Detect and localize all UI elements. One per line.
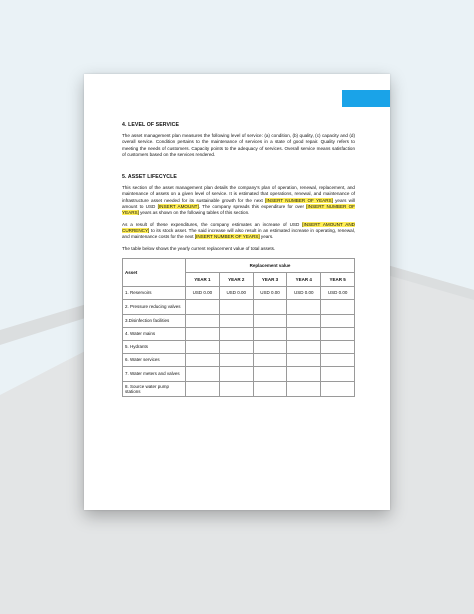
- replacement-value-table: [122, 258, 355, 397]
- value-cell: USD 0.00: [253, 286, 287, 299]
- value-cell: [219, 314, 253, 327]
- section-5-paragraph-3: The table below shows the yearly current replacement value of total assets.: [122, 245, 276, 251]
- asset-cell: 3.Disinfection facilities: [123, 314, 186, 327]
- asset-cell: 4. Water mains: [123, 327, 186, 340]
- placeholder-years: [INSERT NUMBER OF YEARS]: [194, 234, 260, 240]
- value-cell: [219, 381, 253, 396]
- value-cell: [186, 327, 220, 340]
- table-row: [123, 340, 355, 353]
- value-cell: [287, 381, 321, 396]
- table-row: [123, 366, 355, 381]
- value-cell: [287, 366, 321, 381]
- value-cell: USD 0.00: [186, 286, 220, 299]
- year-header: YEAR 4: [287, 272, 321, 286]
- value-cell: [287, 299, 321, 314]
- value-cell: [186, 314, 220, 327]
- table-row: [123, 327, 355, 340]
- value-cell: [287, 314, 321, 327]
- value-cell: [287, 340, 321, 353]
- value-cell: [321, 340, 355, 353]
- value-cell: [186, 340, 220, 353]
- value-cell: [186, 299, 220, 314]
- value-cell: [186, 366, 220, 381]
- asset-column-header: Asset: [123, 258, 186, 286]
- value-cell: [321, 327, 355, 340]
- value-cell: [321, 314, 355, 327]
- value-cell: [253, 327, 287, 340]
- section-5-paragraph-1: This section of the asset management plan details the company's plan of operation, renewal, replacement, and maintenance of assets on a given level of service. It is estimated that operations, renewal, and maintenance of infrastructure asset needed for its sustainable growth for the next [INSERT NUMBER OF YEARS] years will amount to USD [INSERT AMOUNT]. The company spreads this expenditure for over [INSERT NUMBER OF YEARS] years as shown on the following tables of this section.: [122, 185, 355, 216]
- asset-cell: 7. Water meters and valves: [123, 366, 186, 381]
- value-cell: [219, 299, 253, 314]
- value-cell: USD 0.00: [287, 286, 321, 299]
- placeholder-years: [INSERT NUMBER OF YEARS]: [265, 197, 333, 203]
- value-cell: [219, 353, 253, 366]
- value-cell: [287, 353, 321, 366]
- accent-tab: [342, 90, 390, 107]
- asset-cell: 1. Reservoirs: [123, 286, 186, 299]
- year-header: YEAR 3: [253, 272, 287, 286]
- document-content: [122, 122, 355, 397]
- value-cell: [321, 366, 355, 381]
- asset-cell: 5. Hydrants: [123, 340, 186, 353]
- asset-cell: 6. Water services: [123, 353, 186, 366]
- value-cell: [253, 340, 287, 353]
- table-row: [123, 353, 355, 366]
- placeholder-amount: [INSERT AMOUNT]: [157, 204, 199, 210]
- value-cell: USD 0.00: [321, 286, 355, 299]
- asset-cell: 2. Pressure reducing valves: [123, 299, 186, 314]
- year-header: YEAR 5: [321, 272, 355, 286]
- value-cell: [186, 353, 220, 366]
- value-cell: [253, 299, 287, 314]
- value-cell: [321, 381, 355, 396]
- value-cell: [219, 366, 253, 381]
- section-5-heading: 5. ASSET LIFECYCLE: [122, 174, 177, 181]
- table-row: [123, 286, 355, 299]
- value-cell: [219, 340, 253, 353]
- placeholder-years: [INSERT NUMBER OF YEARS]: [122, 204, 355, 216]
- section-4-body: The asset management plan measures the following level of service: (a) condition, (b) quality, (c) capacity and (d) overall service. Condition pertains to the maintenance of services in a state of good repair. Quality refers to meeting the needs of customers. Capacity points to the adequacy of services. Overall service means satisfaction of customers based on the services rendered.: [122, 133, 355, 157]
- year-header: YEAR 1: [186, 272, 220, 286]
- placeholder-amount-currency: [INSERT AMOUNT AND CURRENCY]: [122, 221, 355, 233]
- value-cell: [186, 381, 220, 396]
- asset-cell: 8. Source water pump stations: [123, 381, 186, 396]
- value-cell: [253, 381, 287, 396]
- value-cell: [287, 327, 321, 340]
- value-cell: [219, 327, 253, 340]
- year-header: YEAR 2: [219, 272, 253, 286]
- table-row: [123, 381, 355, 396]
- section-4-heading: 4. LEVEL OF SERVICE: [122, 122, 180, 128]
- value-cell: [253, 366, 287, 381]
- value-cell: [321, 299, 355, 314]
- table-row: [123, 314, 355, 327]
- table-row: [123, 299, 355, 314]
- section-5-paragraph-2: As a result of these expenditures, the company estimates an increase of USD [INSERT AMOUNT AND CURRENCY] to its stock asset. The said increase will also result in an estimated increase in operating, renewal, and maintenance costs for the next [INSERT NUMBER OF YEARS] years.: [122, 221, 355, 240]
- value-cell: USD 0.00: [219, 286, 253, 299]
- value-cell: [253, 353, 287, 366]
- value-cell: [321, 353, 355, 366]
- value-cell: [253, 314, 287, 327]
- replacement-value-header: Replacement value: [186, 258, 355, 272]
